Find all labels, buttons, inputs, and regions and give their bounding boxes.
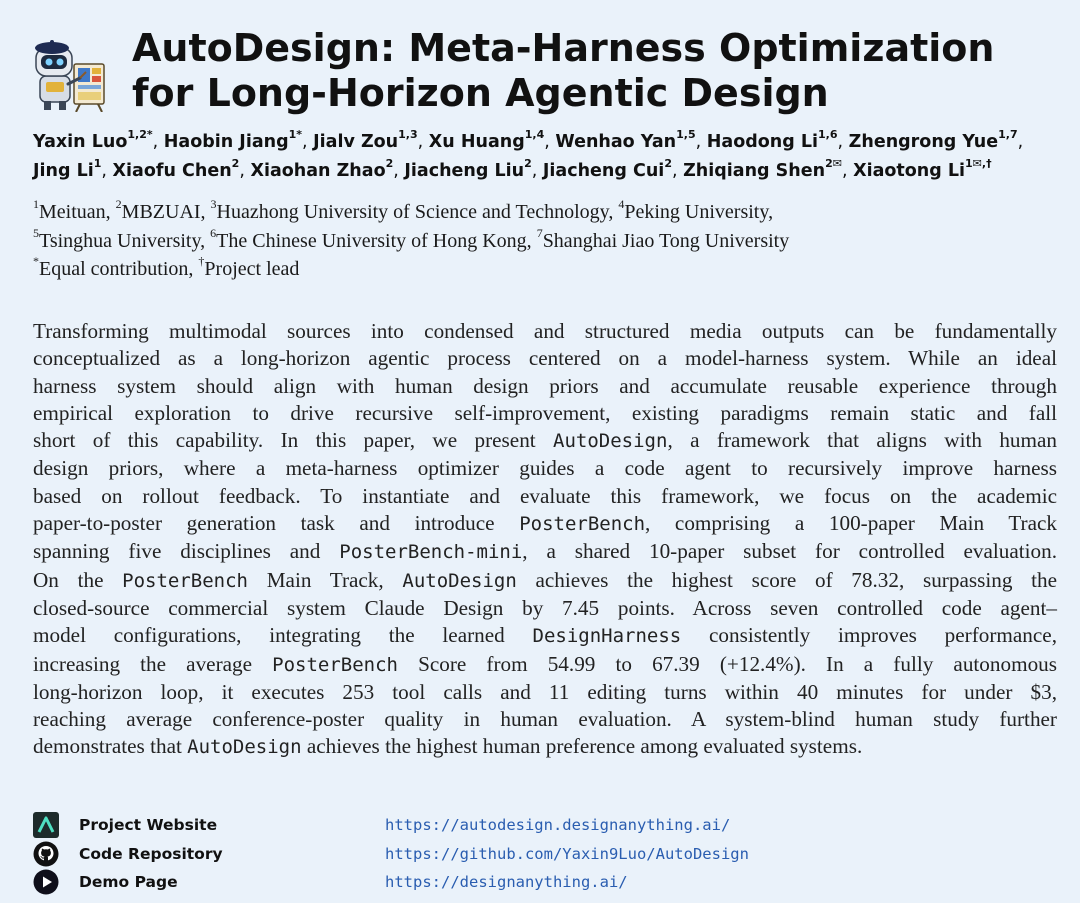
author-name-text: Jialv Zou <box>313 132 399 152</box>
affiliation-text: The Chinese University of Hong Kong, <box>216 229 537 252</box>
author-line-1: Yaxin Luo$^{1,2*}$, Haobin Jiang$^{1*}$, Jialv Zou$^{1,3}$, Xu Huang$^{1,4}$, Wenhao Yan$^{1,5}$, Haodong Li$^{1,6}$, Zhengrong Yue$^{1,7}$, <box>33 128 1024 152</box>
author-name <box>404 156 532 181</box>
author-line-2: Jing Li$^1$, Xiaofu Chen$^2$, Xiaohan Zhao$^2$, Jiacheng Liu$^2$, Jiacheng Cui$^2$, Zhiqiang Shen$^{2✉}$, Xiaotong $Li^{1✉,\dagger}$ <box>33 156 992 181</box>
author-name <box>33 156 102 181</box>
abstract-line <box>33 706 1057 733</box>
system-name: PosterBench <box>122 569 249 592</box>
link-label: Project Website <box>79 816 218 834</box>
contribution-note <box>33 255 1063 284</box>
abstract-line <box>33 567 1057 595</box>
author-affiliation-mark: 1,4 <box>524 128 545 142</box>
abstract-text: short of this capability. In this paper, we present <box>33 428 554 453</box>
author-name-text: Wenhao Yan <box>555 132 677 152</box>
affiliations <box>33 198 1063 284</box>
author-name-text: Zhengrong Yue <box>848 132 999 152</box>
abstract-line <box>33 622 1057 650</box>
author-name-text: Xiaotong Li <box>853 160 966 181</box>
abstract-text: based on rollout feedback. To instantiate and evaluate this framework, we focus on the academic <box>33 483 1057 508</box>
author-affiliation-mark: 1,2* <box>127 128 153 142</box>
affiliation-text: MBZUAI, <box>121 201 211 223</box>
affiliation-text: Peking University, <box>624 201 774 223</box>
affiliation-text: Meituan, <box>39 201 116 223</box>
author-list <box>33 128 1063 185</box>
author-name <box>542 156 672 181</box>
project-website-icon <box>33 812 59 838</box>
affiliation-line-2 <box>33 227 1063 256</box>
author-affiliation-mark: 1,6 <box>818 128 838 142</box>
system-name: AutoDesign <box>187 736 302 759</box>
author-affiliation-mark: 1,7 <box>998 128 1018 142</box>
abstract-text: design priors, where a meta-harness optimizer guides a code agent to recursively improve harness <box>33 456 1057 481</box>
author-name-text: Zhiqiang Shen <box>683 160 826 181</box>
abstract-text: consistently improves performance, <box>681 623 1057 648</box>
abstract-line <box>33 318 1057 345</box>
github-icon <box>33 841 59 867</box>
abstract-text: increasing the average <box>33 651 273 676</box>
abstract-text: achieves the highest human preference among evaluated systems. <box>301 734 863 759</box>
paper-header <box>30 26 1060 116</box>
author-name-text: Jiacheng Cui <box>542 160 665 181</box>
author-name-text: Haobin Jiang <box>163 132 289 152</box>
abstract-line <box>33 483 1057 510</box>
system-name: AutoDesign <box>553 430 668 453</box>
system-name: PosterBench <box>272 653 398 676</box>
link-row-demo-page <box>33 869 1063 897</box>
author-affiliation-mark: 1 <box>93 156 102 170</box>
affiliation-mark: 3 <box>210 197 217 212</box>
system-name: PosterBench <box>519 513 646 536</box>
abstract-text: On the <box>33 567 123 592</box>
abstract-text: achieves the highest score of 78.32, surpassing the <box>516 567 1058 592</box>
system-name: AutoDesign <box>402 569 517 592</box>
author-name <box>428 128 545 152</box>
abstract-text: Score from 54.99 to 67.39 (+12.4%). In a fully autonomous <box>397 651 1057 676</box>
affiliation-text: Tsinghua University, <box>39 229 211 252</box>
author-affiliation-mark: 1,5 <box>676 128 696 142</box>
abstract-text: spanning five disciplines and <box>33 539 340 564</box>
abstract-text: demonstrates that <box>33 734 188 759</box>
author-name <box>250 156 394 181</box>
affiliation-mark: 5 <box>33 225 39 240</box>
affiliation-mark: 1 <box>33 197 39 212</box>
abstract <box>33 318 1057 762</box>
author-name <box>33 128 153 152</box>
abstract-line <box>33 679 1057 706</box>
author-name <box>706 128 838 152</box>
author-name <box>163 128 303 152</box>
system-name: PosterBench-mini <box>339 541 523 564</box>
link-row-project-website <box>33 812 1063 840</box>
author-name <box>313 128 418 152</box>
author-name-text: Jiacheng Liu <box>404 160 525 181</box>
link-row-code-repository <box>33 841 1063 869</box>
author-name-text: Haodong Li <box>706 132 819 152</box>
author-affiliation-mark: 1✉,† <box>965 156 992 170</box>
affiliation-mark: 2 <box>115 197 122 212</box>
abstract-text: harness system should align with human design priors and accumulate reusable experience through <box>33 373 1057 398</box>
author-affiliation-mark: 2 <box>664 156 672 170</box>
code-repository-link[interactable]: https://github.com/Yaxin9Luo/AutoDesign <box>385 845 749 863</box>
author-affiliation-mark: 1,3 <box>398 128 418 142</box>
system-name: DesignHarness <box>532 625 682 648</box>
abstract-text: , comprising a 100-paper Main Track <box>645 511 1057 536</box>
abstract-line <box>33 373 1057 400</box>
author-name-text: Yaxin Luo <box>33 132 128 152</box>
author-name <box>683 156 842 181</box>
abstract-text: closed-source commercial system Claude Design by 7.45 points. Across seven controlled code agent– <box>33 595 1057 620</box>
author-name <box>555 128 696 152</box>
affiliation-mark: 6 <box>210 225 217 240</box>
abstract-text: , a framework that aligns with human <box>667 428 1057 453</box>
author-name-text: Xiaohan Zhao <box>250 160 386 181</box>
author-affiliation-mark: 1* <box>288 128 303 142</box>
abstract-text: conceptualized as a long-horizon agentic process centered on a model-harness system. While an ideal <box>33 346 1057 371</box>
affiliation-mark: 7 <box>536 225 543 240</box>
author-affiliation-mark: 2 <box>231 156 240 170</box>
abstract-line <box>33 510 1057 538</box>
abstract-line <box>33 345 1057 372</box>
abstract-line <box>33 595 1057 622</box>
link-label: Demo Page <box>79 873 178 891</box>
abstract-text: model configurations, integrating the learned <box>33 623 533 648</box>
abstract-text: empirical exploration to drive recursive self-improvement, existing paradigms remain static and fall <box>33 400 1057 425</box>
project-website-link[interactable]: https://autodesign.designanything.ai/ <box>385 816 731 834</box>
author-affiliation-mark: 2 <box>524 156 532 170</box>
title-line-2: for Long-Horizon Agentic Design <box>132 71 829 115</box>
abstract-line <box>33 427 1057 455</box>
affiliation-text: Huazhong University of Science and Technology, <box>216 201 619 223</box>
abstract-line <box>33 538 1057 566</box>
link-label: Code Repository <box>79 845 223 863</box>
title-line-1: AutoDesign: Meta-Harness Optimization <box>132 26 995 70</box>
abstract-text: long-horizon loop, it executes 253 tool calls and 11 editing turns within 40 minutes for under $3, <box>33 679 1057 704</box>
abstract-text: , a shared 10-paper subset for controlled evaluation. <box>522 539 1057 564</box>
robot-mascot-logo <box>30 38 110 112</box>
affiliation-mark: * <box>33 254 39 269</box>
abstract-text: reaching average conference-poster quality in human evaluation. A system-blind human study further <box>33 707 1057 732</box>
affiliation-mark: 4 <box>618 197 625 212</box>
abstract-line <box>33 455 1057 482</box>
abstract-text: Transforming multimodal sources into condensed and structured media outputs can be fundamentally <box>33 319 1057 343</box>
abstract-line <box>33 400 1057 427</box>
abstract-text: Main Track, <box>248 567 403 592</box>
author-name <box>853 156 992 181</box>
affiliation-line-1 <box>33 198 1063 227</box>
author-name-text: Xiaofu Chen <box>112 160 232 181</box>
play-icon <box>33 869 59 895</box>
author-name-text: Jing Li <box>33 160 94 181</box>
affiliation-mark: † <box>198 254 205 269</box>
affiliation-text: Shanghai Jiao Tong University <box>542 229 790 252</box>
author-affiliation-mark: 2 <box>385 156 394 170</box>
author-name-text: Xu Huang <box>428 132 525 152</box>
affiliation-text: Project lead <box>204 258 300 280</box>
affiliation-text: Equal contribution, <box>39 258 199 280</box>
author-name <box>112 156 240 181</box>
abstract-text: paper-to-poster generation task and introduce <box>33 511 520 536</box>
author-affiliation-mark: 2✉ <box>825 156 842 170</box>
abstract-line <box>33 733 1057 761</box>
abstract-line <box>33 651 1057 679</box>
author-name <box>848 128 1018 152</box>
paper-title <box>132 26 994 116</box>
demo-page-link[interactable]: https://designanything.ai/ <box>385 873 628 891</box>
